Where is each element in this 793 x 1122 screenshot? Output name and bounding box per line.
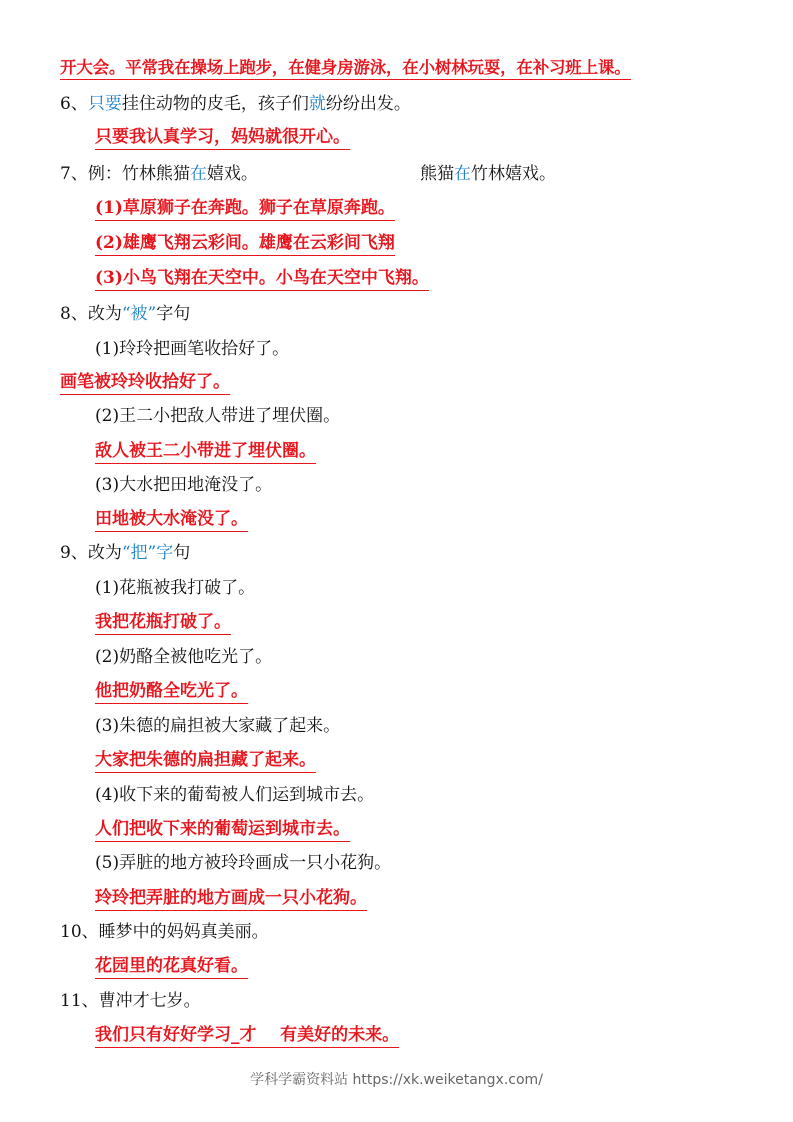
sentence-8-1: (1)玲玲把画笔收拾好了。 <box>95 339 290 359</box>
question-11: 11、曹冲才七岁。 <box>60 991 201 1011</box>
sentence-8-2: (2)王二小把敌人带进了埋伏圈。 <box>95 406 341 426</box>
answer-8-3: 田地被大水淹没了。 <box>95 508 248 530</box>
sentence-9-2: (2)奶酪全被他吃光了。 <box>95 647 273 667</box>
sentence-9-5: (5)弄脏的地方被玲玲画成一只小花狗。 <box>95 853 392 873</box>
answer-11: 我们只有好好学习_才 有美好的未来。 <box>95 1024 399 1046</box>
answer-10: 花园里的花真好看。 <box>95 955 248 977</box>
answer-6: 只要我认真学习，妈妈就很开心。 <box>95 126 350 148</box>
question-9: 9、改为“把”字句 <box>60 543 191 563</box>
answer-9-2: 他把奶酪全吃光了。 <box>95 680 248 702</box>
question-10: 10、睡梦中的妈妈真美丽。 <box>60 922 269 942</box>
question-6: 6、只要挂住动物的皮毛，孩子们就纷纷出发。 <box>60 94 411 114</box>
answer-9-3: 大家把朱德的扁担藏了起来。 <box>95 749 316 771</box>
answer-9-5: 玲玲把弄脏的地方画成一只小花狗。 <box>95 887 367 909</box>
answer-9-1: 我把花瓶打破了。 <box>95 611 231 633</box>
sentence-8-3: (3)大水把田地淹没了。 <box>95 475 273 495</box>
answer-9-4: 人们把收下来的葡萄运到城市去。 <box>95 818 350 840</box>
answer-8-2: 敌人被王二小带进了埋伏圈。 <box>95 440 316 462</box>
sentence-9-1: (1)花瓶被我打破了。 <box>95 578 256 598</box>
answer-8-1: 画笔被玲玲收拾好了。 <box>60 371 230 393</box>
footer-watermark: 学科学霸资料站 https://xk.weiketangx.com/ <box>250 1072 543 1088</box>
answer-7-3: (3)小鸟飞翔在天空中。小鸟在天空中飞翔。 <box>95 267 429 289</box>
answer-line: 开大会。平常我在操场上跑步，在健身房游泳，在小树林玩耍，在补习班上课。 <box>60 57 631 79</box>
sentence-9-4: (4)收下来的葡萄被人们运到城市去。 <box>95 785 375 805</box>
question-7-example-2: 熊猫在竹林嬉戏。 <box>420 164 556 184</box>
question-8: 8、改为“被”字句 <box>60 304 191 324</box>
answer-7-1: (1)草原狮子在奔跑。狮子在草原奔跑。 <box>95 197 395 219</box>
answer-7-2: (2)雄鹰飞翔云彩间。雄鹰在云彩间飞翔 <box>95 232 395 254</box>
sentence-9-3: (3)朱德的扁担被大家藏了起来。 <box>95 716 341 736</box>
question-7: 7、例：竹林熊猫在嬉戏。 <box>60 164 258 184</box>
